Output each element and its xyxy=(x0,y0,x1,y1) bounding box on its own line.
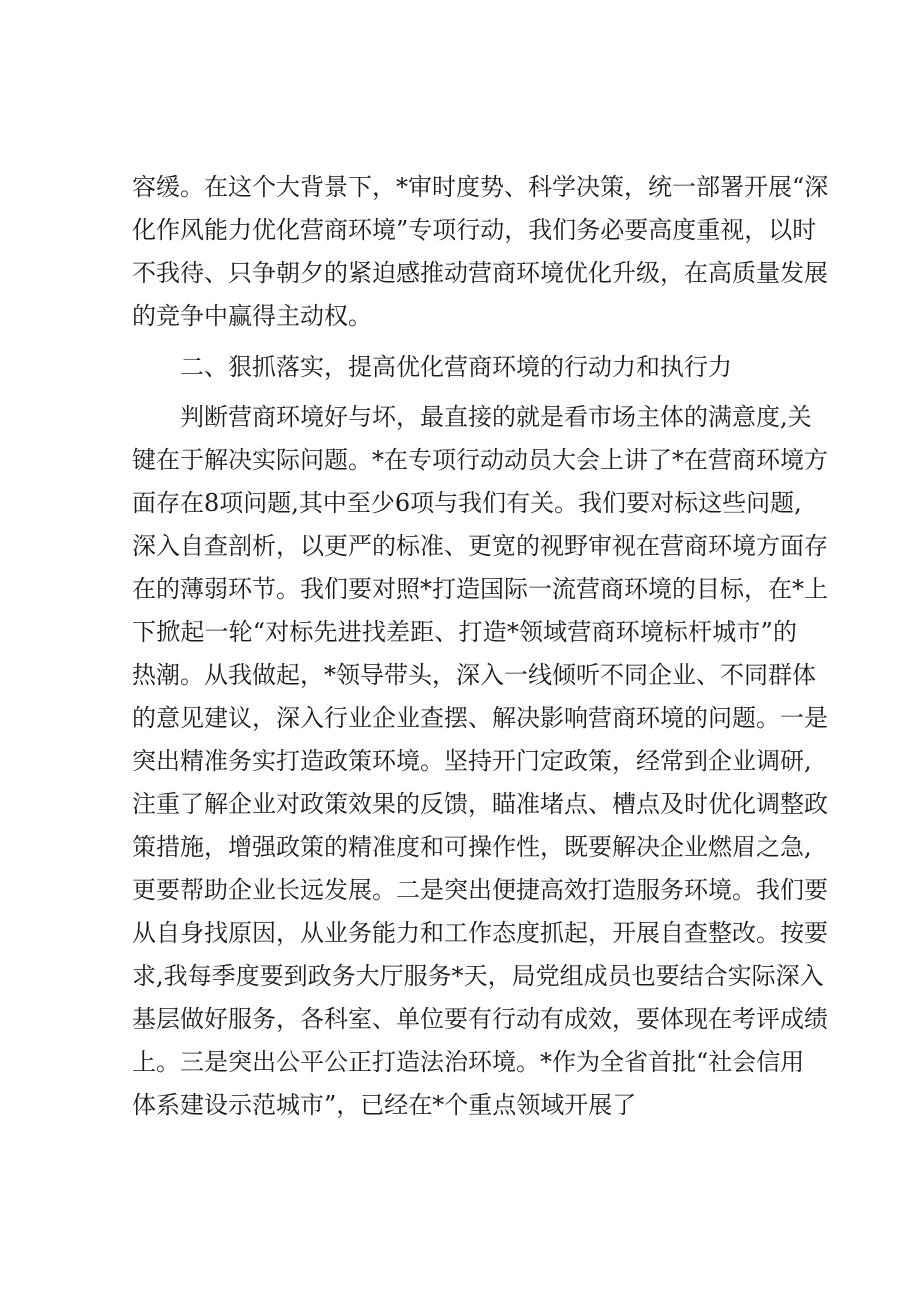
text-line: 容缓。在这个大背景下，*审时度势、科学决策，统一部署开展“深 xyxy=(132,173,829,201)
text-line: 基层做好服务，各科室、单位要有行动有成效，要体现在考评成绩 xyxy=(132,1005,828,1033)
text-line: 不我待、只争朝夕的紧迫感推动营商环境优化升级，在高质量发展 xyxy=(132,259,828,287)
text-line: 策措施，增强政策的精准度和可操作性，既要解决企业燃眉之急, xyxy=(132,833,812,861)
text-line: 面存在8项问题,其中至少6项与我们有关。我们要对标这些问题, xyxy=(132,489,802,517)
text-line: 突出精准务实打造政策环境。坚持开门定政策，经常到企业调研, xyxy=(132,747,812,775)
text-line: 的竞争中赢得主动权。 xyxy=(132,302,372,330)
text-line: 化作风能力优化营商环境”专项行动，我们务必要高度重视，以时 xyxy=(132,216,817,244)
paragraph-first-line: 判断营商环境好与坏，最直接的就是看市场主体的满意度,关 xyxy=(180,403,812,431)
text-line: 从自身找原因，从业务能力和工作态度抓起，开展自查整改。按要 xyxy=(132,919,828,947)
section-heading: 二、狠抓落实，提高优化营商环境的行动力和执行力 xyxy=(180,353,732,381)
text-line: 的意见建议，深入行业企业查摆、解决影响营商环境的问题。一是 xyxy=(132,704,828,732)
text-line: 下掀起一轮“对标先进找差距、打造*领域营商环境标杆城市”的 xyxy=(132,618,797,646)
text-line: 更要帮助企业长远发展。二是突出便捷高效打造服务环境。我们要 xyxy=(132,876,828,904)
text-line: 热潮。从我做起，*领导带头，深入一线倾听不同企业、不同群体 xyxy=(132,661,816,689)
text-line: 上。三是突出公平公正打造法治环境。*作为全省首批“社会信用 xyxy=(132,1048,805,1076)
text-line: 体系建设示范城市”，已经在*个重点领域开展了 xyxy=(132,1091,637,1119)
text-line: 求,我每季度要到政务大厅服务*天，局党组成员也要结合实际深入 xyxy=(132,962,824,990)
text-line: 注重了解企业对政策效果的反馈，瞄准堵点、槽点及时优化调整政 xyxy=(132,790,828,818)
text-line: 在的薄弱环节。我们要对照*打造国际一流营商环境的目标，在*上 xyxy=(132,575,828,603)
text-line: 键在于解决实际问题。*在专项行动动员大会上讲了*在营商环境方 xyxy=(132,446,828,474)
text-line: 深入自查剖析，以更严的标准、更宽的视野审视在营商环境方面存 xyxy=(132,532,828,560)
